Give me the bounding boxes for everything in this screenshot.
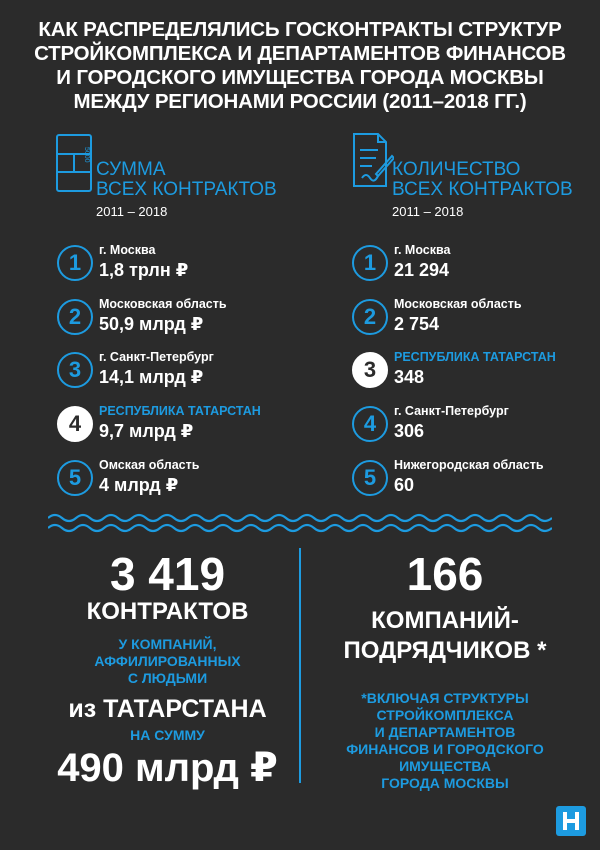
- rank-badge: 5: [57, 460, 93, 496]
- footnote-line: ИМУЩЕСТВА: [399, 758, 491, 774]
- region-name: Омская область: [99, 458, 200, 472]
- note-line: АФФИЛИРОВАННЫХ: [94, 653, 241, 669]
- region-value: 21 294: [394, 260, 450, 280]
- sum-label: НА СУММУ: [130, 727, 205, 743]
- region-value: 4 млрд ₽: [99, 475, 179, 495]
- label-line: ПОДРЯДЧИКОВ *: [343, 637, 547, 664]
- wave-divider: [48, 512, 552, 534]
- footnote-line: *ВКЛЮЧАЯ СТРУКТУРЫ: [361, 690, 529, 706]
- region-name: РЕСПУБЛИКА ТАТАРСТАН: [394, 350, 556, 364]
- contract-document-icon: [350, 132, 394, 188]
- money-stack-icon: [54, 132, 94, 194]
- rank-badge: 3: [57, 352, 93, 388]
- rank-badge: 2: [57, 299, 93, 335]
- publisher-logo-icon: [556, 806, 586, 836]
- count-years: 2011 – 2018: [392, 204, 464, 219]
- sum-caption-line: ВСЕХ КОНТРАКТОВ: [96, 179, 277, 200]
- sum-years: 2011 – 2018: [96, 204, 168, 219]
- sum-total: 490 млрд ₽: [57, 746, 278, 790]
- vertical-divider: [299, 548, 301, 783]
- title-line: СТРОЙКОМПЛЕКСА И ДЕПАРТАМЕНТОВ ФИНАНСОВ: [34, 42, 566, 65]
- footnote-line: И ДЕПАРТАМЕНТОВ: [374, 724, 516, 740]
- rank-badge: 4: [352, 406, 388, 442]
- contracts-summary: [40, 548, 295, 792]
- region-value: 50,9 млрд ₽: [99, 314, 204, 334]
- region-value: 306: [394, 421, 425, 441]
- contractors-summary: [310, 548, 580, 792]
- region-value: 14,1 млрд ₽: [99, 367, 204, 387]
- contracts-count: 3 419: [109, 548, 226, 600]
- region-name: г. Москва: [99, 243, 156, 257]
- region-value: 1,8 трлн ₽: [99, 260, 189, 280]
- from-region: из ТАТАРСТАНА: [68, 695, 267, 723]
- region-value: 348: [394, 367, 425, 387]
- region-name: г. Санкт-Петербург: [99, 350, 214, 364]
- region-value: 60: [394, 475, 415, 495]
- rank-badge: 3: [352, 352, 388, 388]
- footnote-line: ФИНАНСОВ И ГОРОДСКОГО: [346, 741, 544, 757]
- contractors-label: [310, 606, 580, 666]
- banknote-text: 5000: [83, 147, 90, 163]
- rank-badge: 5: [352, 460, 388, 496]
- region-value: 9,7 млрд ₽: [99, 421, 194, 441]
- region-name: г. Санкт-Петербург: [394, 404, 509, 418]
- count-caption-line: ВСЕХ КОНТРАКТОВ: [392, 179, 573, 200]
- rank-badge: 2: [352, 299, 388, 335]
- footnote-line: ГОРОДА МОСКВЫ: [381, 775, 509, 791]
- sum-caption: [96, 160, 277, 200]
- region-name: Нижегородская область: [394, 458, 544, 472]
- affiliation-note: [40, 636, 295, 687]
- rank-badge: 1: [352, 245, 388, 281]
- count-caption-line: КОЛИЧЕСТВО: [392, 159, 521, 180]
- region-name: Московская область: [394, 297, 522, 311]
- region-name: г. Москва: [394, 243, 451, 257]
- count-caption: [392, 160, 573, 200]
- contractors-count: 166: [406, 548, 484, 600]
- sum-caption-line: СУММА: [96, 159, 166, 180]
- rank-badge: 1: [57, 245, 93, 281]
- region-name: РЕСПУБЛИКА ТАТАРСТАН: [99, 404, 261, 418]
- rank-badge: 4: [57, 406, 93, 442]
- note-line: С ЛЮДЬМИ: [127, 670, 208, 686]
- title-line: МЕЖДУ РЕГИОНАМИ РОССИИ (2011–2018 ГГ.): [73, 90, 527, 113]
- region-name: Московская область: [99, 297, 227, 311]
- note-line: У КОМПАНИЙ,: [118, 636, 217, 652]
- region-value: 2 754: [394, 314, 440, 334]
- title-line: И ГОРОДСКОГО ИМУЩЕСТВА ГОРОДА МОСКВЫ: [56, 66, 544, 89]
- title-line: КАК РАСПРЕДЕЛЯЛИСЬ ГОСКОНТРАКТЫ СТРУКТУР: [38, 18, 562, 41]
- footnote-line: СТРОЙКОМПЛЕКСА: [376, 707, 514, 723]
- page-title: [20, 18, 580, 114]
- contracts-label: КОНТРАКТОВ: [86, 598, 249, 625]
- footnote: [310, 690, 580, 792]
- label-line: КОМПАНИЙ-: [371, 607, 519, 634]
